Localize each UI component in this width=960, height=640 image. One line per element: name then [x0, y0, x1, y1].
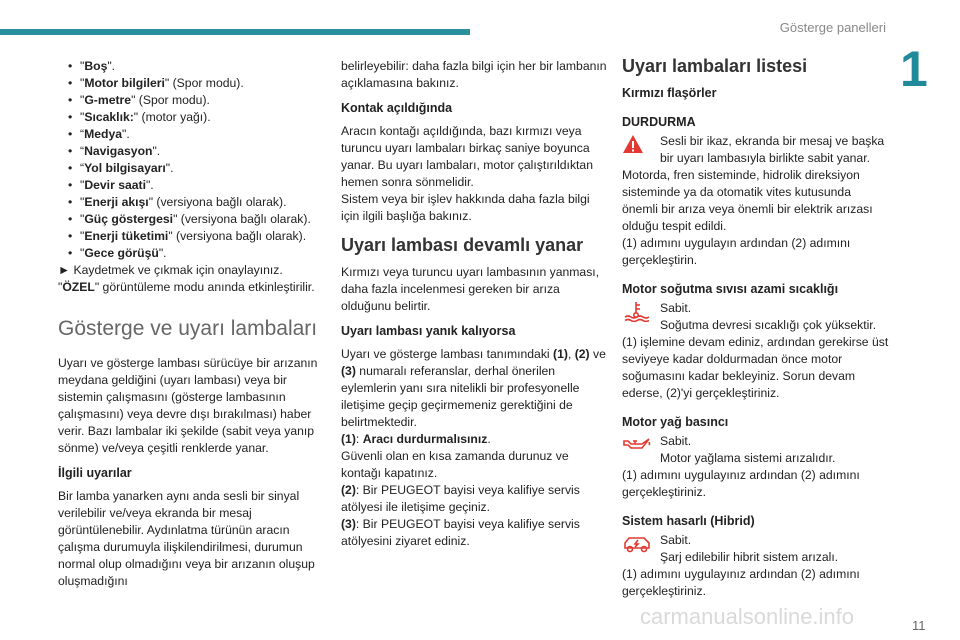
oil-heading: Motor yağ basıncı: [622, 415, 729, 429]
ozel-note: "ÖZEL" görüntüleme modu anında etkinleştirilir.: [58, 280, 315, 294]
note-2: (2): Bir PEUGEOT bayisi veya kalifiye servis atölyesi ile iletişime geçiniz.: [341, 483, 580, 514]
list-item: • "Motor bilgileri" (Spor modu).: [68, 75, 328, 92]
chapter-number: 1: [900, 41, 928, 97]
ignition-heading: Kontak açıldığında: [341, 101, 453, 115]
warning-triangle-icon: [622, 133, 660, 157]
oil-action: (1) adımını uygulayınız ardından (2) adımını gerçekleştiriniz.: [622, 468, 860, 499]
running-header: Gösterge panelleri: [779, 20, 886, 35]
list-item: • "Sıcaklık:" (motor yağı).: [68, 109, 328, 126]
related-warnings-text: Bir lamba yanarken aynı anda sesli bir sinyal verilebilir ve/veya ekranda bir mesaj görüntülenebilir. Aydınlatma türünün aracın çalışma durumuyla ilişkilendirilmesi, durumun normal olup olmadığını veya bir arızanın oluşup oluşmadığını: [58, 489, 315, 588]
note-1: (1): Aracı durdurmalısınız.: [341, 432, 491, 446]
hybrid-car-fault-icon: [622, 532, 660, 556]
stop-detail: Motorda, fren sisteminde, hidrolik direksiyon sisteminde ya da otomatik vites kutusunda önemli bir arıza veya önemli bir elektrik arızası olduğu tespit edildi.: [622, 168, 873, 233]
coolant-action: (1) işlemine devam ediniz, ardından gerekirse üst seviyeye kadar doldurmadan önce motor soğumasını kadar bekleyiniz. Sorun devam ederse, (2)'yi gerçekleştiriniz.: [622, 335, 889, 400]
stop-description: Sesli bir ikaz, ekranda bir mesaj ve başka bir uyarı lambasıyla birlikte sabit yanar.: [660, 134, 885, 165]
oil-lamp-row: [622, 433, 890, 467]
oil-can-icon: [622, 433, 660, 457]
continuous-text: Kırmızı veya turuncu uyarı lambasının yanması, daha fazla incelenmesi gereken bir arıza olduğunu belirtir.: [341, 265, 600, 313]
column-1: [58, 58, 328, 590]
list-item: • "Devir saati".: [68, 177, 328, 194]
stays-on-heading: Uyarı lambası yanık kalıyorsa: [341, 324, 516, 338]
note-3: (3): Bir PEUGEOT bayisi veya kalifiye servis atölyesini ziyaret ediniz.: [341, 517, 580, 548]
oil-text: Sabit. Motor yağlama sistemi arızalıdır.: [660, 434, 836, 465]
stop-action: (1) adımını uygulayın ardından (2) adımını gerçekleştirin.: [622, 236, 851, 267]
stays-on-text: Uyarı ve gösterge lambası tanımındaki (1), (2) ve (3) numaralı referanslar, derhal önerilen eylemlerin yanı sıra nitelikli bir profesyonelle iletişime geçip geçirmemeniz gerektiğini de belirtmektedir.: [341, 347, 606, 429]
top-accent-bar: [0, 29, 470, 35]
display-mode-list: [58, 58, 328, 262]
list-item: • "Güç göstergesi" (versiyona bağlı olarak).: [68, 211, 328, 228]
list-item: • "Gece görüşü".: [68, 245, 328, 262]
coolant-text: Sabit. Soğutma devresi sıcaklığı çok yüksektir.: [660, 301, 877, 332]
red-flashers-heading: Kırmızı flaşörler: [622, 86, 717, 100]
list-item: • "Enerji akışı" (versiyona bağlı olarak).: [68, 194, 328, 211]
list-item: • "G-metre" (Spor modu).: [68, 92, 328, 109]
ignition-text-2: Sistem veya bir işlev hakkında daha fazla bilgi için ilgili başlığa bakınız.: [341, 192, 590, 223]
stop-lamp-row: [622, 133, 890, 167]
column-2: [341, 58, 607, 550]
hybrid-text: Sabit. Şarj edilebilir hibrit sistem arızalı.: [660, 533, 839, 564]
list-item: • “Navigasyon".: [68, 143, 328, 160]
coolant-lamp-row: [622, 300, 890, 334]
coolant-temperature-icon: [622, 300, 660, 324]
stop-heading: DURDURMA: [622, 115, 696, 129]
note-1-text: Güvenli olan en kısa zamanda durunuz ve kontağı kapatınız.: [341, 449, 569, 480]
list-item: • "Enerji tüketimi" (versiyona bağlı olarak).: [68, 228, 328, 245]
watermark: carmanualsonline.info: [640, 604, 855, 629]
list-item: • "Boş".: [68, 58, 328, 75]
list-item: • “Medya".: [68, 126, 328, 143]
column-3: [622, 58, 890, 600]
page-number: 11: [912, 618, 926, 633]
continued-text: belirleyebilir: daha fazla bilgi için her bir lambanın açıklamasına bakınız.: [341, 59, 607, 90]
section-title: Gösterge ve uyarı lambaları: [58, 317, 318, 340]
related-warnings-heading: İlgili uyarılar: [58, 466, 132, 480]
hybrid-lamp-row: [622, 532, 890, 566]
hybrid-action: (1) adımını uygulayınız ardından (2) adımını gerçekleştiriniz.: [622, 567, 860, 598]
confirm-instruction: ► Kaydetmek ve çıkmak için onaylayınız.: [58, 263, 283, 277]
intro-paragraph: Uyarı ve gösterge lambası sürücüye bir arızanın meydana geldiğini (uyarı lambası) veya bir sistemin çalışmasını (gösterge lambasının çalışmasını) veya devre dışı bırakılması) haber verir. Bazı lambalar iki şekilde (sabit veya yanıp sönme) ve/veya çeşitli renklerde yanar.: [58, 356, 318, 455]
continuous-heading: Uyarı lambası devamlı yanar: [341, 235, 584, 255]
warning-list-title: Uyarı lambaları listesi: [622, 56, 808, 76]
ignition-text: Aracın kontağı açıldığında, bazı kırmızı veya turuncu uyarı lambaları birkaç saniye boyunca yanar. Bu uyarı lambaları, motor çalıştırıldıktan hemen sonra sönmelidir.: [341, 124, 593, 189]
list-item: • “Yol bilgisayarı".: [68, 160, 328, 177]
coolant-heading: Motor soğutma sıvısı azami sıcaklığı: [622, 282, 839, 296]
hybrid-heading: Sistem hasarlı (Hibrid): [622, 514, 755, 528]
